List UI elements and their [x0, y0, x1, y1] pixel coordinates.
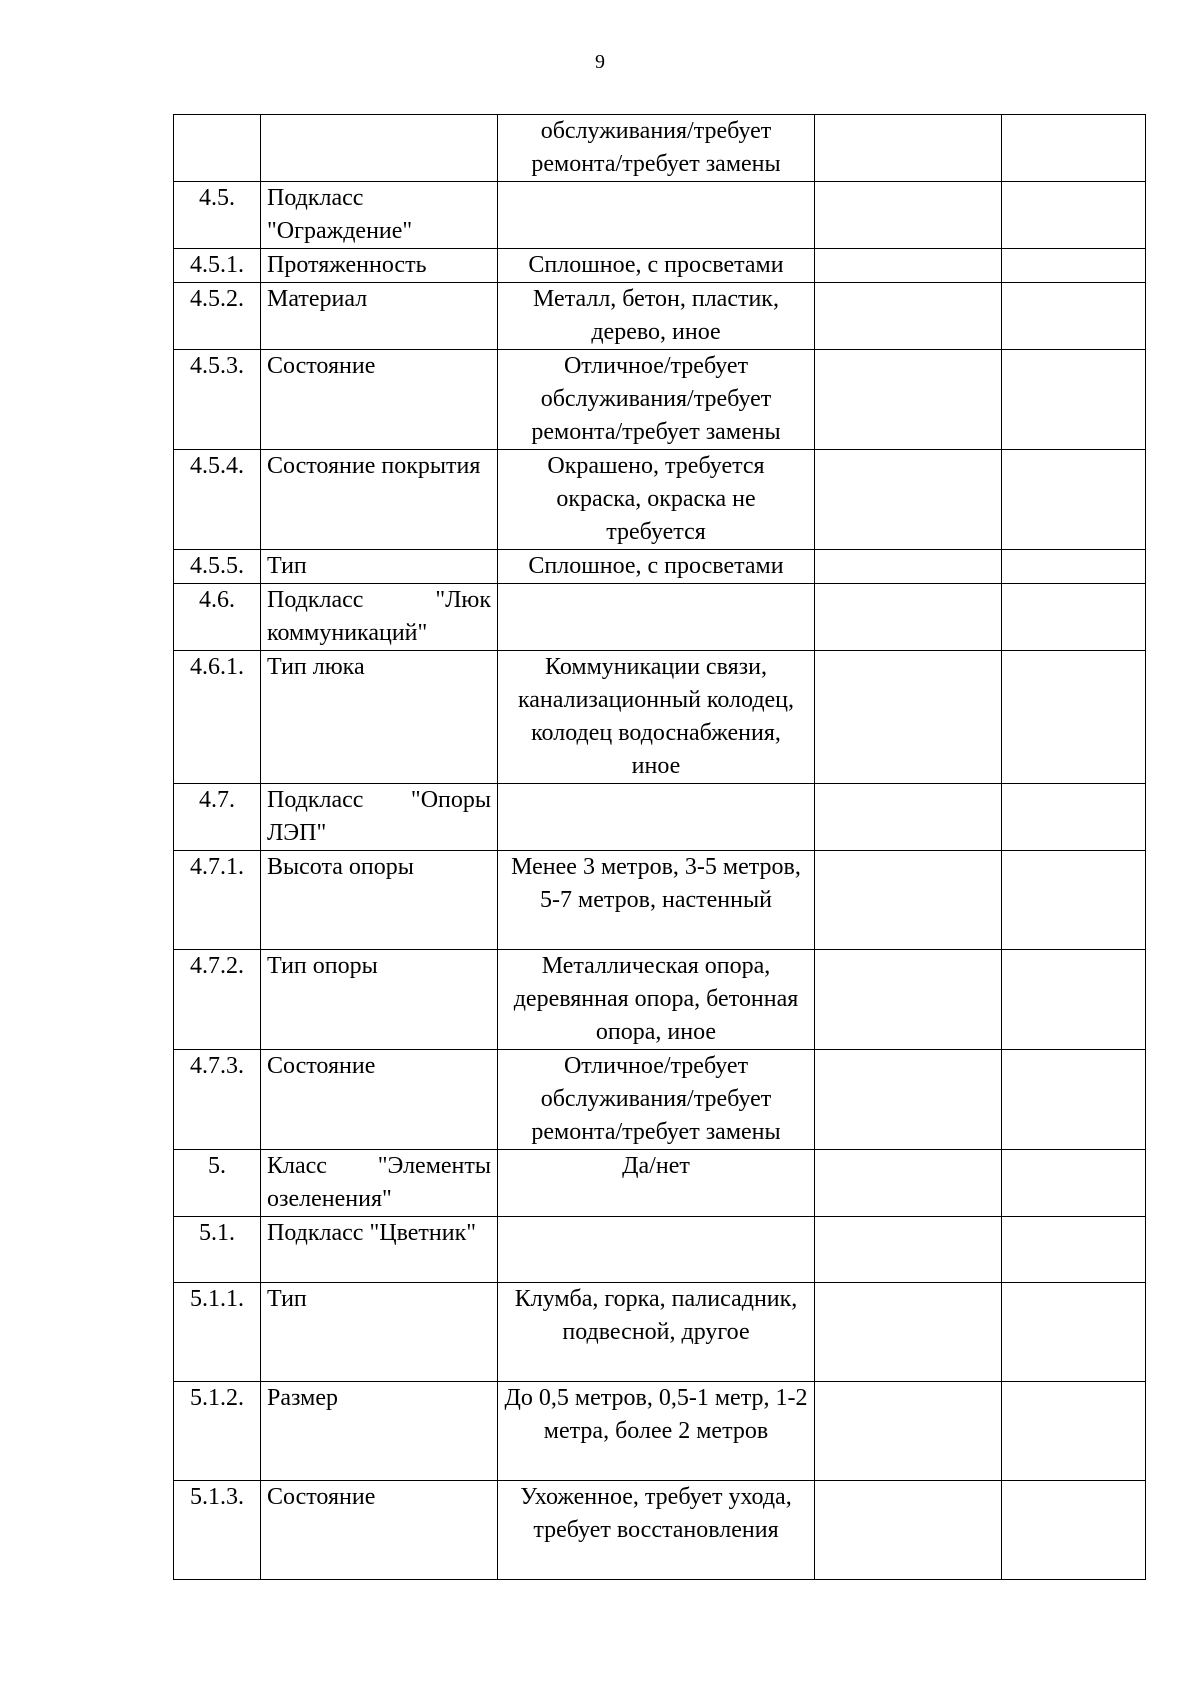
row-values: обслуживания/требует ремонта/требует замены — [498, 115, 815, 182]
row-number: 4.7.1. — [174, 851, 261, 950]
row-name: Подкласс "Цветник" — [261, 1217, 498, 1283]
row-values: Коммуникации связи, канализационный колодец, колодец водоснабжения, иное — [498, 651, 815, 784]
row-values: Да/нет — [498, 1150, 815, 1217]
page-number: 9 — [595, 51, 605, 73]
table-row — [174, 584, 1146, 651]
row-values — [498, 182, 815, 249]
empty-cell — [815, 784, 1002, 851]
empty-cell — [1002, 1150, 1146, 1217]
row-number: 5. — [174, 1150, 261, 1217]
row-name: Тип люка — [261, 651, 498, 784]
empty-cell — [815, 249, 1002, 283]
row-number: 4.5.1. — [174, 249, 261, 283]
row-name — [261, 115, 498, 182]
empty-cell — [1002, 182, 1146, 249]
table-row — [174, 350, 1146, 450]
attributes-table — [173, 114, 1146, 1580]
row-name: Подкласс "Ограждение" — [261, 182, 498, 249]
empty-cell — [815, 182, 1002, 249]
row-name: Материал — [261, 283, 498, 350]
row-name: Высота опоры — [261, 851, 498, 950]
row-values: Ухоженное, требует ухода, требует восстановления — [498, 1481, 815, 1580]
row-name: Подкласс "Люк коммуникаций" — [261, 584, 498, 651]
empty-cell — [815, 550, 1002, 584]
row-number: 4.7.2. — [174, 950, 261, 1050]
empty-cell — [1002, 1050, 1146, 1150]
empty-cell — [815, 584, 1002, 651]
empty-cell — [815, 1217, 1002, 1283]
empty-cell — [815, 1382, 1002, 1481]
table-row — [174, 1050, 1146, 1150]
table-row — [174, 1382, 1146, 1481]
table-row — [174, 550, 1146, 584]
empty-cell — [815, 1481, 1002, 1580]
row-values — [498, 1217, 815, 1283]
empty-cell — [815, 851, 1002, 950]
empty-cell — [815, 450, 1002, 550]
row-number: 4.6.1. — [174, 651, 261, 784]
row-values: Сплошное, с просветами — [498, 550, 815, 584]
row-name: Состояние покрытия — [261, 450, 498, 550]
row-name: Тип — [261, 550, 498, 584]
row-number — [174, 115, 261, 182]
row-number: 4.7.3. — [174, 1050, 261, 1150]
row-values: Сплошное, с просветами — [498, 249, 815, 283]
row-number: 4.5.4. — [174, 450, 261, 550]
empty-cell — [815, 283, 1002, 350]
row-number: 4.6. — [174, 584, 261, 651]
empty-cell — [815, 1150, 1002, 1217]
table-row — [174, 249, 1146, 283]
table-row — [174, 115, 1146, 182]
row-number: 5.1.1. — [174, 1283, 261, 1382]
row-name: Тип опоры — [261, 950, 498, 1050]
row-values: Металл, бетон, пластик, дерево, иное — [498, 283, 815, 350]
empty-cell — [1002, 851, 1146, 950]
table-row — [174, 182, 1146, 249]
row-name: Состояние — [261, 1050, 498, 1150]
empty-cell — [1002, 651, 1146, 784]
row-number: 4.5.2. — [174, 283, 261, 350]
table-row — [174, 1150, 1146, 1217]
row-values: Окрашено, требуется окраска, окраска не требуется — [498, 450, 815, 550]
table-row — [174, 784, 1146, 851]
row-values: Менее 3 метров, 3-5 метров, 5-7 метров, настенный — [498, 851, 815, 950]
row-number: 4.7. — [174, 784, 261, 851]
row-values — [498, 584, 815, 651]
table-row — [174, 283, 1146, 350]
row-values — [498, 784, 815, 851]
empty-cell — [815, 115, 1002, 182]
table-row — [174, 1283, 1146, 1382]
empty-cell — [1002, 584, 1146, 651]
row-number: 5.1.2. — [174, 1382, 261, 1481]
table-row — [174, 651, 1146, 784]
table-row — [174, 950, 1146, 1050]
row-name: Размер — [261, 1382, 498, 1481]
empty-cell — [1002, 950, 1146, 1050]
empty-cell — [1002, 115, 1146, 182]
empty-cell — [1002, 450, 1146, 550]
row-name: Подкласс "Опоры ЛЭП" — [261, 784, 498, 851]
row-values: Отличное/требует обслуживания/требует ремонта/требует замены — [498, 1050, 815, 1150]
empty-cell — [1002, 1217, 1146, 1283]
empty-cell — [1002, 1382, 1146, 1481]
empty-cell — [815, 950, 1002, 1050]
row-number: 4.5.5. — [174, 550, 261, 584]
table-row — [174, 450, 1146, 550]
table-row — [174, 851, 1146, 950]
empty-cell — [815, 350, 1002, 450]
row-number: 5.1.3. — [174, 1481, 261, 1580]
row-number: 4.5.3. — [174, 350, 261, 450]
row-name: Состояние — [261, 1481, 498, 1580]
empty-cell — [1002, 350, 1146, 450]
empty-cell — [1002, 1481, 1146, 1580]
row-values: Отличное/требует обслуживания/требует ремонта/требует замены — [498, 350, 815, 450]
row-name: Протяженность — [261, 249, 498, 283]
empty-cell — [1002, 784, 1146, 851]
empty-cell — [815, 651, 1002, 784]
empty-cell — [1002, 283, 1146, 350]
empty-cell — [1002, 550, 1146, 584]
table-row — [174, 1217, 1146, 1283]
row-number: 4.5. — [174, 182, 261, 249]
table-row — [174, 1481, 1146, 1580]
row-values: Клумба, горка, палисадник, подвесной, другое — [498, 1283, 815, 1382]
empty-cell — [1002, 249, 1146, 283]
empty-cell — [1002, 1283, 1146, 1382]
row-values: Металлическая опора, деревянная опора, бетонная опора, иное — [498, 950, 815, 1050]
row-name: Тип — [261, 1283, 498, 1382]
row-name: Состояние — [261, 350, 498, 450]
empty-cell — [815, 1050, 1002, 1150]
row-values: До 0,5 метров, 0,5-1 метр, 1-2 метра, более 2 метров — [498, 1382, 815, 1481]
row-name: Класс "Элементы озеленения" — [261, 1150, 498, 1217]
row-number: 5.1. — [174, 1217, 261, 1283]
empty-cell — [815, 1283, 1002, 1382]
